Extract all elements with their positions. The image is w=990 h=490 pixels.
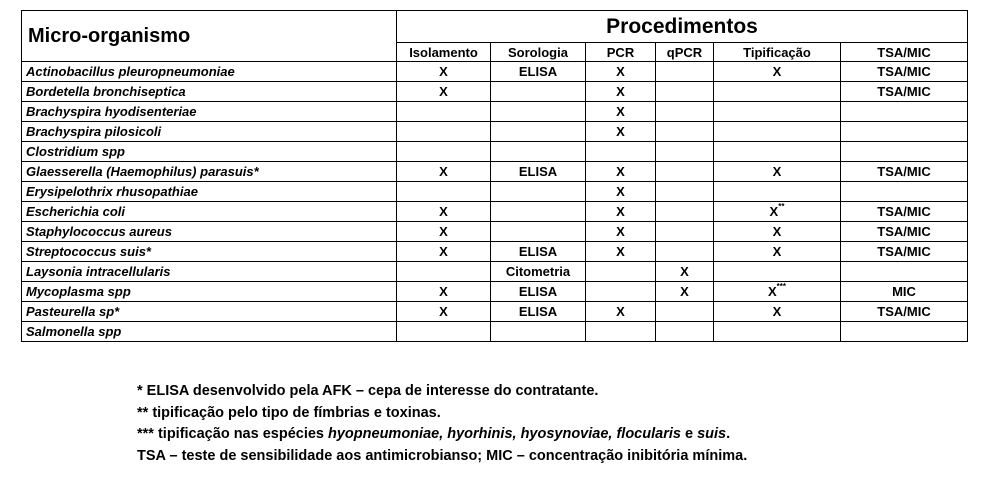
footnote-species-and: e [680, 426, 698, 442]
procedure-cell [656, 202, 714, 222]
column-header: Sorologia [491, 43, 586, 62]
cell-value: X [616, 64, 625, 79]
procedure-cell [491, 242, 586, 262]
cell-value: X [616, 104, 625, 119]
procedure-cell [586, 122, 656, 142]
cell-value: TSA/MIC [877, 244, 931, 259]
organism-name: Brachyspira pilosicoli [22, 122, 397, 142]
procedure-cell [841, 82, 968, 102]
procedure-cell [656, 242, 714, 262]
procedure-cell [714, 62, 841, 82]
cell-value: X [772, 164, 782, 179]
table-row [22, 82, 968, 102]
table-row [22, 282, 968, 302]
procedure-cell [586, 222, 656, 242]
procedure-cell [714, 222, 841, 242]
procedure-cell [586, 282, 656, 302]
procedure-cell [714, 182, 841, 202]
procedure-cell [397, 282, 491, 302]
procedure-cell [656, 82, 714, 102]
cell-value: ELISA [518, 64, 558, 79]
procedure-cell [714, 242, 841, 262]
procedure-cell [491, 262, 586, 282]
procedure-cell [841, 162, 968, 182]
procedure-cell [656, 182, 714, 202]
procedure-cell [586, 302, 656, 322]
procedure-cell [586, 162, 656, 182]
cell-value: X [439, 64, 448, 79]
procedure-cell [491, 202, 586, 222]
cell-value: MIC [892, 284, 916, 299]
procedure-cell [714, 262, 841, 282]
procedure-cell [586, 142, 656, 162]
cell-value: TSA/MIC [877, 224, 931, 239]
column-header: qPCR [656, 43, 714, 62]
cell-value: X [616, 304, 625, 319]
footnote-species-last: suis [697, 426, 727, 442]
procedure-cell [491, 62, 586, 82]
header-row-main [22, 11, 968, 43]
procedure-cell [656, 222, 714, 242]
table-row [22, 162, 968, 182]
organism-header: Micro-organismo [22, 11, 397, 62]
procedure-cell [841, 302, 968, 322]
cell-value: X [769, 204, 779, 219]
procedure-cell [397, 262, 491, 282]
cell-value: X [680, 264, 689, 279]
procedure-cell [397, 322, 491, 342]
cell-value: X [439, 84, 448, 99]
procedure-cell [841, 262, 968, 282]
procedure-cell [841, 182, 968, 202]
cell-value: X [616, 124, 625, 139]
organism-name: Staphylococcus aureus [22, 222, 397, 242]
cell-value: X [439, 164, 448, 179]
procedure-cell [397, 142, 491, 162]
cell-value: TSA/MIC [877, 304, 931, 319]
procedure-cell [841, 282, 968, 302]
footnote-marker: ** [778, 202, 785, 211]
cell-value: X [439, 284, 448, 299]
cell-value: TSA/MIC [877, 204, 931, 219]
procedure-cell [586, 102, 656, 122]
footnote-marker: *** [776, 282, 786, 291]
cell-value: X [767, 284, 777, 299]
column-header: TSA/MIC [841, 43, 968, 62]
procedure-cell [656, 262, 714, 282]
organism-name: Streptococcus suis* [22, 242, 397, 262]
procedure-cell [656, 322, 714, 342]
procedure-cell [397, 202, 491, 222]
procedure-cell [397, 222, 491, 242]
cell-value: X [772, 304, 782, 319]
procedure-cell [397, 62, 491, 82]
procedure-cell [841, 322, 968, 342]
cell-value: ELISA [518, 164, 558, 179]
procedure-cell [841, 122, 968, 142]
column-header: Isolamento [397, 43, 491, 62]
procedure-cell [491, 222, 586, 242]
procedure-cell [586, 82, 656, 102]
organism-name: Salmonella spp [22, 322, 397, 342]
footnotes [137, 381, 977, 467]
procedure-cell [656, 162, 714, 182]
procedure-cell [586, 242, 656, 262]
cell-value: X [439, 304, 448, 319]
footnote-species-prefix: *** tipificação nas espécies [137, 426, 329, 442]
column-header: Tipificação [714, 43, 841, 62]
cell-value: X [616, 244, 625, 259]
cell-value: X [616, 84, 625, 99]
table-row [22, 202, 968, 222]
table-row [22, 182, 968, 202]
cell-value: X [772, 64, 782, 79]
procedure-cell [586, 202, 656, 222]
procedure-cell [586, 62, 656, 82]
cell-value: X [616, 184, 625, 199]
footnote-elisa: * ELISA desenvolvido pela AFK – cepa de interesse do contratante. [137, 383, 599, 399]
footnote-typing-fimbriae: ** tipificação pelo tipo de fímbrias e toxinas. [137, 404, 441, 421]
table-row [22, 242, 968, 262]
procedure-cell [586, 322, 656, 342]
cell-value: X [772, 244, 782, 259]
cell-value: X [616, 164, 625, 179]
table-row [22, 102, 968, 122]
table-row [22, 222, 968, 242]
organism-name: Escherichia coli [22, 202, 397, 222]
procedure-cell [714, 302, 841, 322]
procedure-cell [397, 82, 491, 102]
procedure-cell [397, 302, 491, 322]
organism-name: Erysipelothrix rhusopathiae [22, 182, 397, 202]
procedure-cell [714, 162, 841, 182]
procedure-cell [586, 262, 656, 282]
procedure-cell [397, 162, 491, 182]
table-row [22, 322, 968, 342]
table-row [22, 122, 968, 142]
cell-value: X [680, 284, 689, 299]
procedure-cell [714, 142, 841, 162]
procedure-cell [491, 182, 586, 202]
organism-name: Bordetella bronchiseptica [22, 82, 397, 102]
procedure-cell [491, 82, 586, 102]
procedure-cell [714, 322, 841, 342]
procedure-cell [714, 102, 841, 122]
procedure-cell [714, 282, 841, 302]
cell-value: Citometria [505, 264, 571, 279]
cell-value: X [616, 224, 625, 239]
cell-value: X [439, 224, 448, 239]
procedure-cell [841, 102, 968, 122]
table-row [22, 262, 968, 282]
procedure-cell [397, 122, 491, 142]
procedure-cell [656, 122, 714, 142]
organism-name: Glaesserella (Haemophilus) parasuis* [22, 162, 397, 182]
cell-value: ELISA [518, 284, 558, 299]
procedure-cell [714, 82, 841, 102]
cell-value: TSA/MIC [877, 64, 931, 79]
procedure-cell [586, 182, 656, 202]
procedure-cell [491, 122, 586, 142]
procedure-cell [491, 302, 586, 322]
footnote-tsa-mic: TSA – teste de sensibilidade aos antimicrobianso; MIC – concentração inibitória mínima. [137, 447, 748, 464]
procedure-cell [841, 142, 968, 162]
procedure-cell [656, 102, 714, 122]
procedure-cell [397, 242, 491, 262]
cell-value: X [772, 224, 782, 239]
cell-value: X [439, 244, 448, 259]
organism-name: Clostridium spp [22, 142, 397, 162]
procedure-cell [714, 202, 841, 222]
table-row [22, 302, 968, 322]
cell-value: X [439, 204, 448, 219]
footnote-species-list: hyopneumoniae, hyorhinis, hyosynoviae, flocularis [328, 426, 681, 442]
procedure-cell [491, 102, 586, 122]
table-row [22, 142, 968, 162]
column-header: PCR [586, 43, 656, 62]
procedure-cell [491, 162, 586, 182]
procedure-cell [491, 142, 586, 162]
footnote-species-end: . [726, 426, 731, 442]
cell-value: ELISA [518, 304, 558, 319]
organism-name: Actinobacillus pleuropneumoniae [22, 62, 397, 82]
organism-name: Pasteurella sp* [22, 302, 397, 322]
procedure-cell [841, 202, 968, 222]
procedure-cell [656, 302, 714, 322]
procedure-cell [491, 282, 586, 302]
procedure-cell [656, 62, 714, 82]
procedure-cell [841, 62, 968, 82]
organism-name: Laysonia intracellularis [22, 262, 397, 282]
footnote-typing-species [137, 424, 977, 446]
procedure-cell [841, 222, 968, 242]
procedure-cell [491, 322, 586, 342]
cell-value: ELISA [518, 244, 558, 259]
table-row [22, 62, 968, 82]
procedure-cell [841, 242, 968, 262]
procedure-cell [656, 282, 714, 302]
organism-name: Brachyspira hyodisenteriae [22, 102, 397, 122]
cell-value: TSA/MIC [877, 84, 931, 99]
cell-value: X [616, 204, 625, 219]
procedure-cell [397, 182, 491, 202]
procedure-cell [397, 102, 491, 122]
procedures-table [21, 10, 968, 342]
procedure-cell [714, 122, 841, 142]
cell-value: TSA/MIC [877, 164, 931, 179]
organism-name: Mycoplasma spp [22, 282, 397, 302]
procedures-header: Procedimentos [397, 11, 968, 43]
procedure-cell [656, 142, 714, 162]
